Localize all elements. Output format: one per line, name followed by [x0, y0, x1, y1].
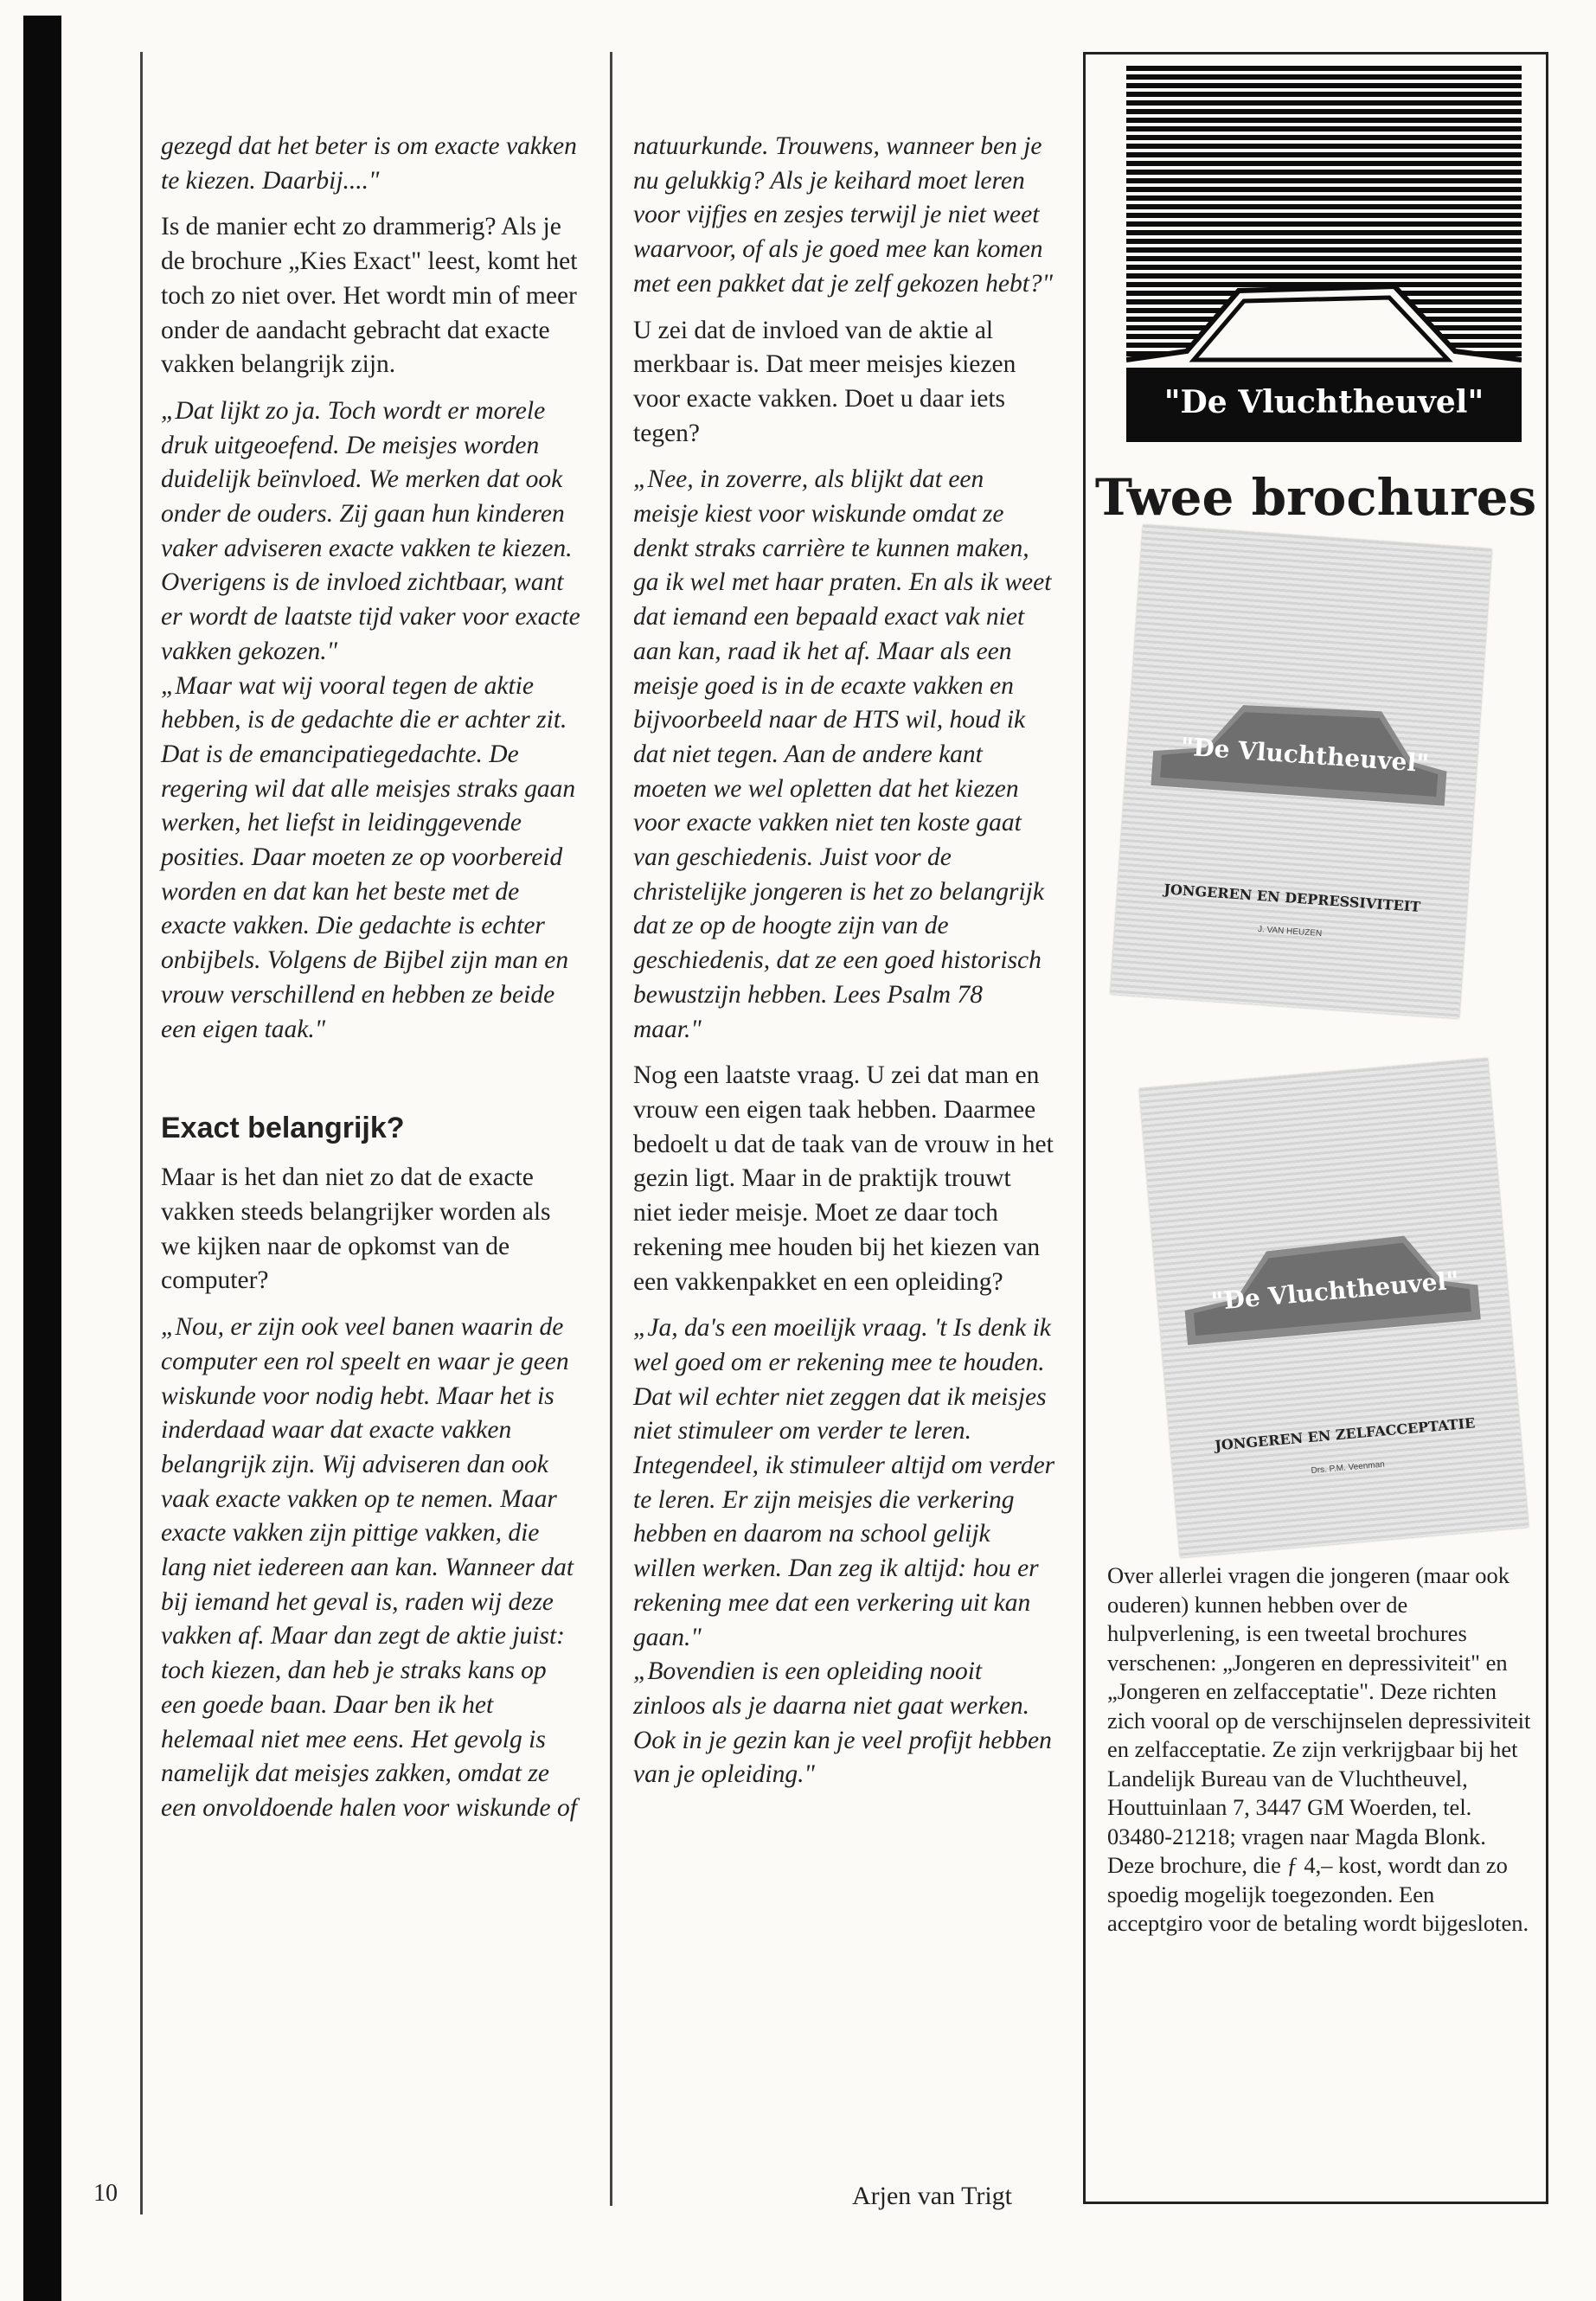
logo-text: "De Vluchtheuvel" [1163, 384, 1484, 420]
column-rule-middle [610, 52, 612, 2206]
sidebar-body-paragraph-1: Over allerlei vragen die jongeren (maar ook ouderen) kunnen hebben over de hulpverlening, is een tweetal brochures verschenen: „Jongeren en depressiviteit" en „Jongeren en zelfacceptatie". Deze richten zich vooral op de verschijnselen depressiviteit en zelfacceptatie. Ze zijn verkrijgbaar bij het Landelijk Bureau van de Vluchtheuvel, Houttuinlaan 7, 3447 GM Woerden, tel. 03480-21218; vragen naar Magda Blonk. [1107, 1562, 1531, 1849]
brochure-cover-2 [1139, 1058, 1529, 1557]
article-column-2 [633, 130, 1055, 1804]
logo-plate [1126, 368, 1522, 442]
question-2: Maar is het dan niet zo dat de exacte vakken steeds belangrijker worden als we kijken naar de opkomst van de computer? [161, 1163, 551, 1295]
sidebar-title: Twee brochures [1094, 468, 1537, 527]
question-3: U zei dat de invloed van de aktie al merkbaar is. Dat meer meisjes kiezen voor exacte vakken. Doet u daar iets tegen? [633, 316, 1016, 447]
cover-2-author: Drs. P.M. Veenman [1311, 1459, 1386, 1476]
scan-edge-bar [23, 16, 61, 2301]
question-1: Is de manier echt zo drammerig? Als je de brochure „Kies Exact" leest, komt het toch zo niet over. Het wordt min of meer onder de aandacht gebracht dat exacte vakken belangrijk zijn. [161, 213, 578, 379]
subheading: Exact belangrijk? [161, 1112, 405, 1145]
answer-3: „Nee, in zoverre, als blijkt dat een meisje kiest voor wiskunde omdat ze denkt straks carrière te kunnen maken, ga ik wel met haar praten. En als ik weet dat iemand een bepaald exact vak niet aan kan, raad ik het af. Maar als een meisje goed is in de ecaxte vakken en bijvoorbeeld naar de HTS wil, houd ik dat niet tegen. Aan de andere kant moeten we wel opletten dat het kiezen voor exacte vakken niet ten koste gaat van geschiedenis. Juist voor de christelijke jongeren is het zo belangrijk dat ze op de hoogte zijn van de geschiedenis, dat ze een goed historisch bewustzijn hebben. Lees Psalm 78 maar." [633, 465, 1052, 1043]
sidebar-body-paragraph-2: Deze brochure, die ƒ 4,– kost, wordt dan zo spoedig mogelijk toegezonden. Een acceptgiro voor de betaling wordt bijgesloten. [1107, 1852, 1529, 1936]
sidebar-body [1107, 1561, 1531, 1939]
cover-1-author: J. VAN HEUZEN [1257, 924, 1323, 939]
cover-2-title: JONGEREN EN ZELFACCEPTATIE [1214, 1414, 1476, 1454]
article-column-1 [161, 130, 585, 1838]
answer-1b: „Maar wat wij vooral tegen de aktie hebben, is de gedachte die er achter zit. Dat is de emancipatiegedachte. De regering wil dat alle meisjes straks gaan werken, het liefst in leidinggevende posities. Daar moeten ze op voorbereid worden en dat kan het beste met de exacte vakken. Die gedachte is echter onbijbels. Volgens de Bijbel zijn man en vrouw verschillend en hebben ze beide een eigen taak." [161, 671, 576, 1043]
author-name: Arjen van Trigt [852, 2182, 1013, 2210]
answer-4b: „Bovendien is een opleiding nooit zinloos als je daarna niet gaat werken. Ook in je gezin kan je veel profijt hebben van je opleiding." [633, 1657, 1052, 1789]
answer-4a: „Ja, da's een moeilijk vraag. 't Is denk ik wel goed om er rekening mee te houden. Dat wil echter niet zeggen dat ik meisjes niet stimuleer om verder te leren. Integendeel, ik stimuleer altijd om verder te leren. Er zijn meisjes die verkering hebben en daarom na school gelijk willen werken. Dan zeg ik altijd: hou er rekening mee dat een verkering uit kan gaan." [633, 1314, 1055, 1651]
question-4: Nog een laatste vraag. U zei dat man en vrouw een eigen taak hebben. Daarmee bedoelt u dat de taak van de vrouw in het gezin ligt. Maar in de praktijk trouwt niet ieder meisje. Moet ze daar toch rekening mee houden bij het kiezen van een vakkenpakket en een opleiding? [633, 1061, 1054, 1296]
cover-1-title: JONGEREN EN DEPRESSIVITEIT [1163, 881, 1421, 915]
cover-2-label: "De Vluchtheuvel" [1209, 1266, 1460, 1317]
page-number: 10 [93, 2180, 118, 2207]
answer-continued: natuurkunde. Trouwens, wanneer ben je nu gelukkig? Als je keihard moet leren voor vijfjes en zesjes terwijl je niet weet waarvoor, of als je goed mee kan komen met een pakket dat je zelf gekozen hebt?" [633, 132, 1054, 298]
answer-1a: „Dat lijkt zo ja. Toch wordt er morele druk uitgeoefend. De meisjes worden duidelijk beïnvloed. We merken dat ook onder de ouders. Zij gaan hun kinderen vaker adviseren exacte vakken te kiezen. Overigens is de invloed zichtbaar, want er wordt de laatste tijd vaker voor exacte vakken gekozen." [161, 396, 580, 665]
intro-quote: gezegd dat het beter is om exacte vakken te kiezen. Daarbij...." [161, 132, 577, 195]
answer-2: „Nou, er zijn ook veel banen waarin de computer een rol speelt en waar je geen wiskunde voor nodig hebt. Maar het is inderdaad waar dat exacte vakken belangrijk zijn. Wij adviseren dan ook vaak exacte vakken op te nemen. Maar exacte vakken zijn pittige vakken, die lang niet iedereen aan kan. Wanneer dat bij iemand het geval is, raden wij deze vakken af. Maar dan zegt de aktie juist: toch kiezen, dan heb je straks kans op een goede baan. Daar ben ik het helemaal niet mee eens. Het gevolg is namelijk dat meisjes zakken, omdat ze een onvoldoende halen voor wiskunde of [161, 1313, 577, 1822]
brochure-cover-1 [1111, 525, 1492, 1019]
cover-1-label: "De Vluchtheuvel" [1179, 732, 1430, 779]
column-rule-left [140, 52, 143, 2214]
